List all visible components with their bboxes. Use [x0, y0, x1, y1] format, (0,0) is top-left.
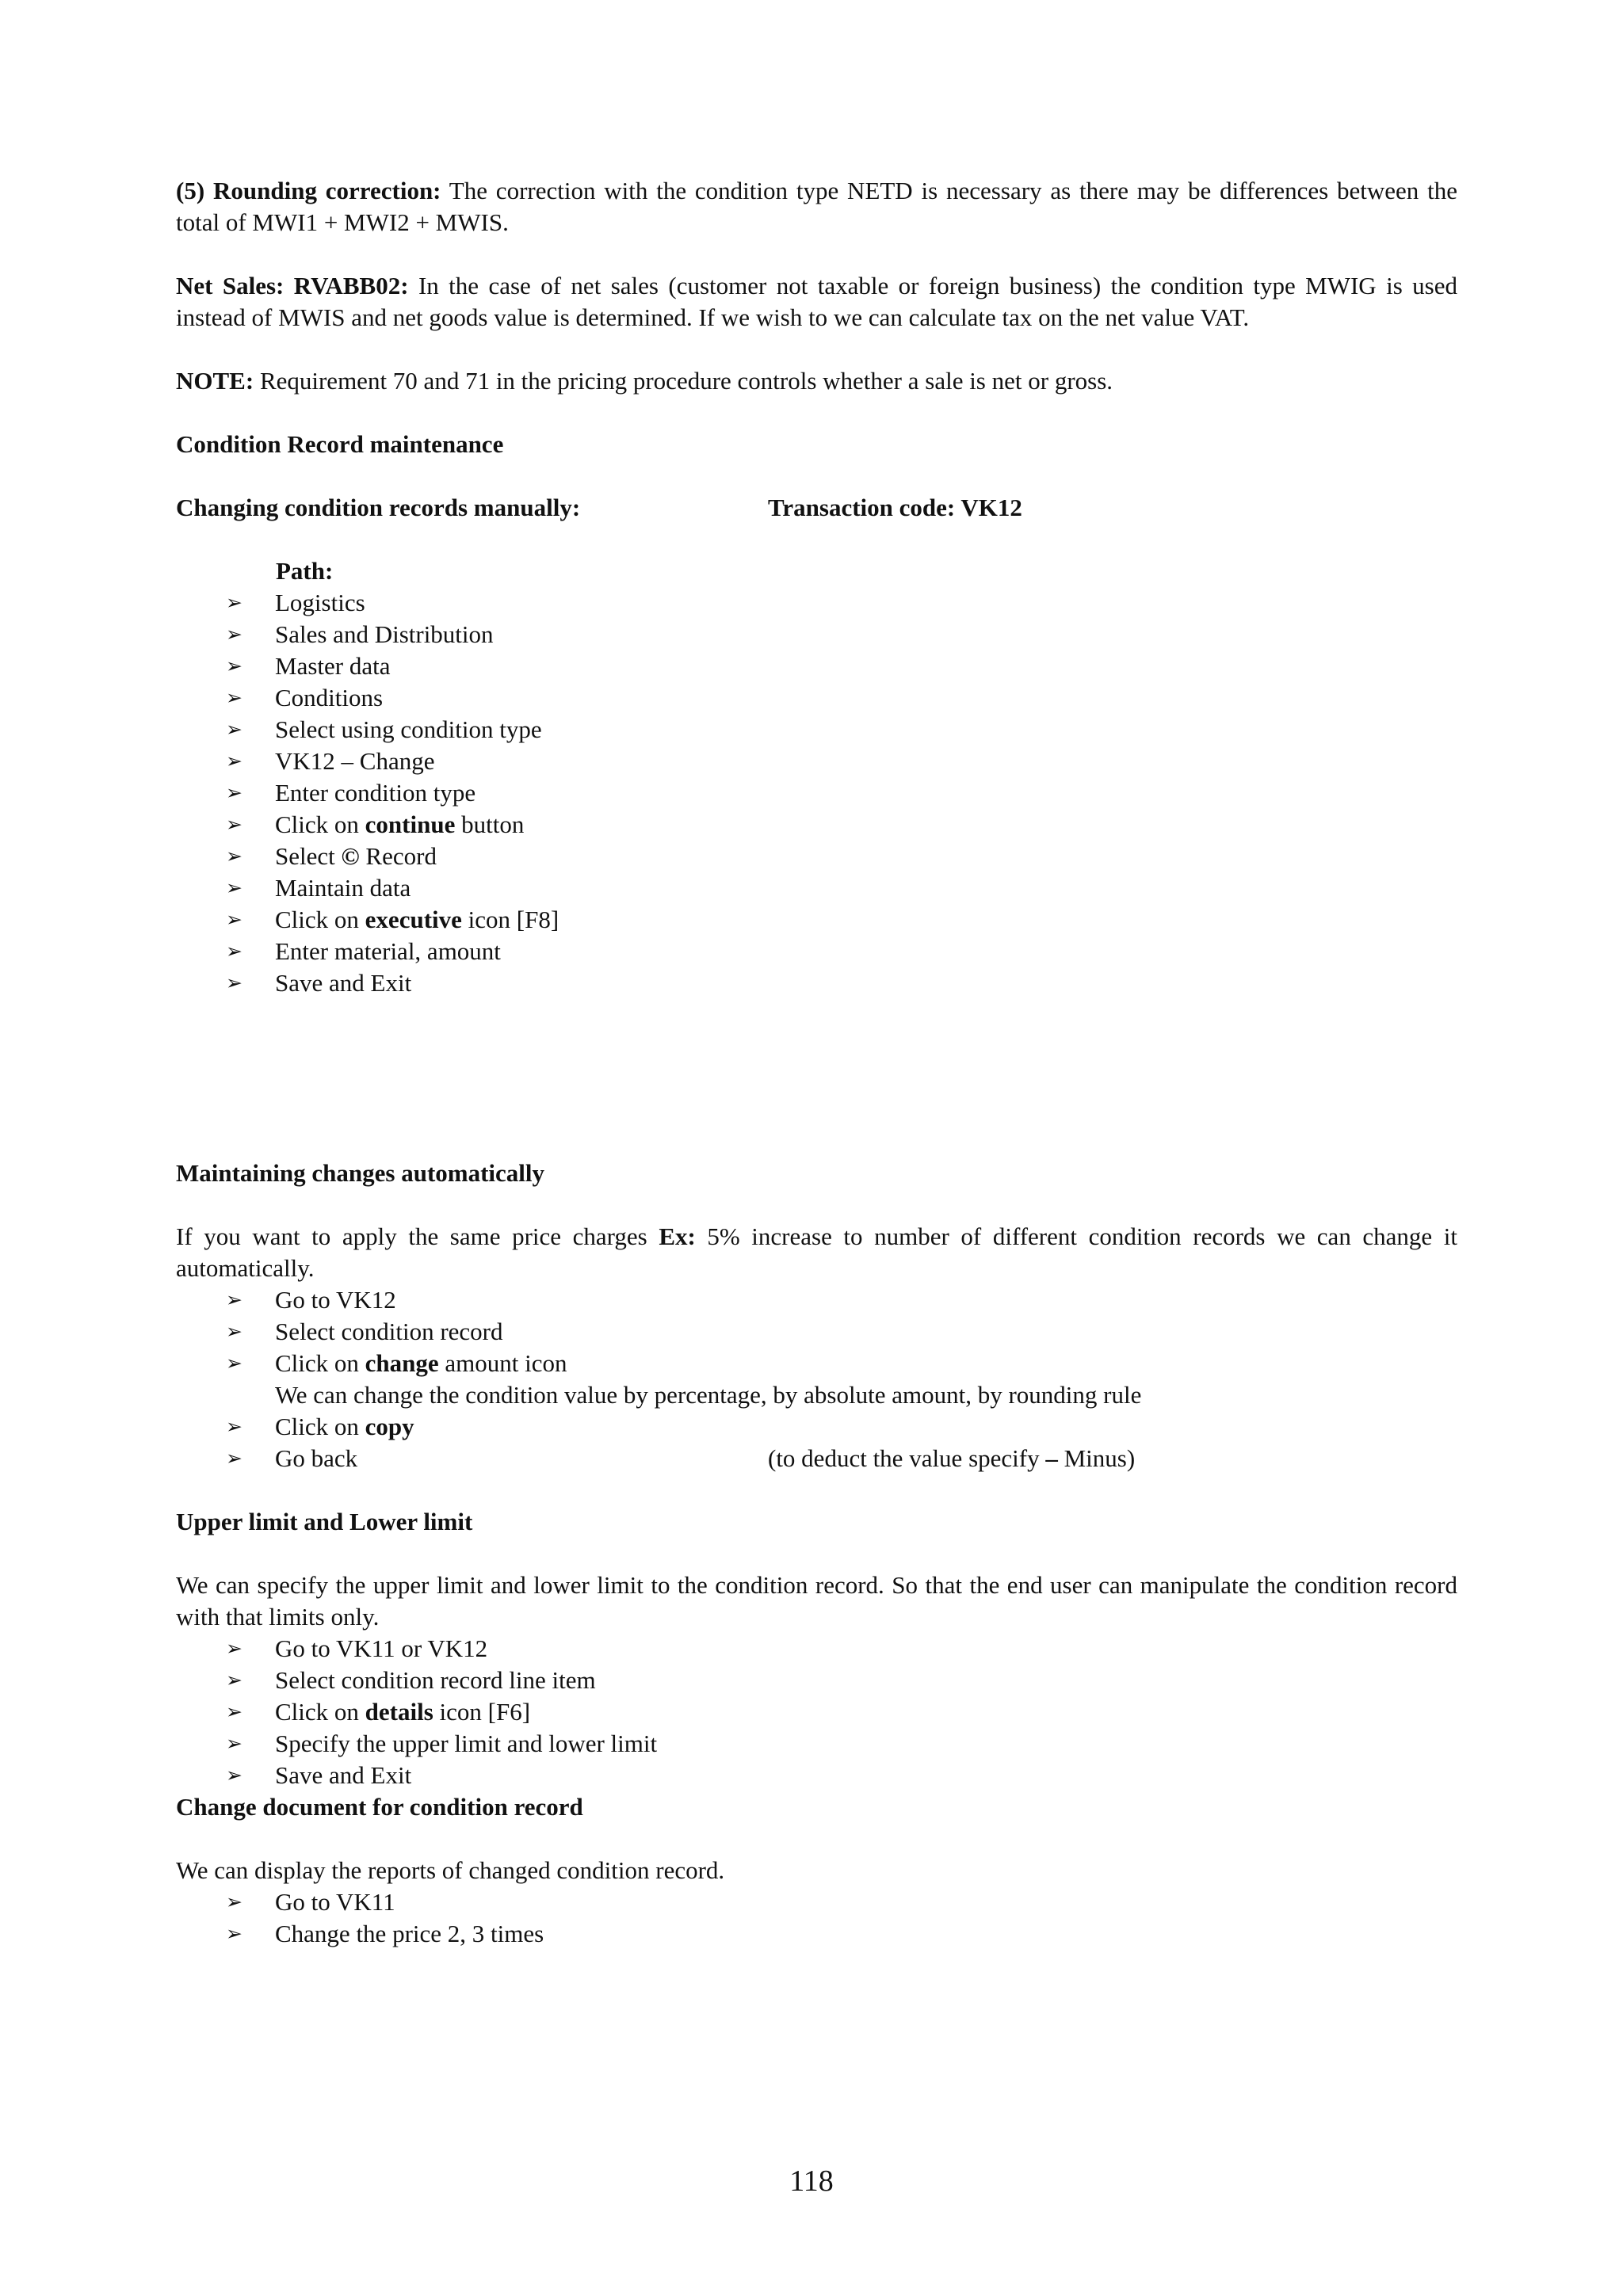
changing-manually-row — [176, 492, 1457, 524]
list-item: ➢ Select © Record — [226, 841, 1457, 872]
list-note: We can change the condition value by percentage, by absolute amount, by rounding rule — [275, 1381, 1142, 1409]
arrow-bullet-icon: ➢ — [226, 1700, 242, 1723]
list-item: ➢ Maintain data — [226, 872, 1457, 904]
list-item: ➢ Specify the upper limit and lower limit — [226, 1728, 1457, 1760]
list-item: ➢ Go to VK12 — [226, 1284, 1457, 1316]
changedoc-list — [176, 1886, 1457, 1950]
list-item: ➢ VK12 – Change — [226, 746, 1457, 777]
transaction-code-label: Transaction code: VK12 — [768, 494, 1022, 521]
arrow-bullet-icon: ➢ — [226, 1352, 242, 1375]
changing-manually-label: Changing condition records manually: — [176, 494, 581, 521]
limits-list — [176, 1633, 1457, 1791]
netsales-label: Net Sales: RVABB02: — [176, 272, 409, 299]
page-number: 118 — [789, 2164, 834, 2198]
arrow-bullet-icon: ➢ — [226, 971, 242, 994]
list-item: ➢ Click on copy — [226, 1411, 1457, 1443]
arrow-bullet-icon: ➢ — [226, 686, 242, 709]
list-item: ➢ Go to VK11 or VK12 — [226, 1633, 1457, 1665]
arrow-bullet-icon: ➢ — [226, 813, 242, 836]
rounding-paragraph — [176, 175, 1457, 238]
arrow-bullet-icon: ➢ — [226, 718, 242, 741]
rounding-text: The correction with the condition type NETD is necessary as there may be differences between the total of MWI1 + MWI2 + MWIS. — [176, 177, 1457, 236]
list-item: ➢ Select condition record — [226, 1316, 1457, 1348]
list-item: ➢ Click on executive icon [F8] — [226, 904, 1457, 936]
arrow-bullet-icon: ➢ — [226, 1320, 242, 1343]
list-item: ➢ Go to VK11 — [226, 1886, 1457, 1918]
changedoc-paragraph: We can display the reports of changed condition record. — [176, 1856, 725, 1884]
note-label: NOTE: — [176, 367, 254, 395]
arrow-bullet-icon: ➢ — [226, 591, 242, 614]
list-item: ➢ Change the price 2, 3 times — [226, 1918, 1457, 1950]
list-item: ➢ Click on details icon [F6] — [226, 1696, 1457, 1728]
path-list — [176, 587, 1457, 999]
list-item: ➢ Click on continue button — [226, 809, 1457, 841]
arrow-bullet-icon: ➢ — [226, 1732, 242, 1755]
heading-change-document: Change document for condition record — [176, 1793, 583, 1821]
arrow-bullet-icon: ➢ — [226, 1764, 242, 1787]
netsales-paragraph — [176, 270, 1457, 334]
document-page — [176, 175, 1457, 1950]
list-item: ➢ Sales and Distribution — [226, 619, 1457, 650]
list-item: ➢ Enter condition type — [226, 777, 1457, 809]
list-item: ➢ Conditions — [226, 682, 1457, 714]
arrow-bullet-icon: ➢ — [226, 654, 242, 677]
heading-upper-lower-limit: Upper limit and Lower limit — [176, 1508, 473, 1535]
arrow-bullet-icon: ➢ — [226, 1890, 242, 1913]
note-paragraph — [176, 365, 1457, 397]
arrow-bullet-icon: ➢ — [226, 749, 242, 772]
netsales-text: In the case of net sales (customer not taxable or foreign business) the condition type MWIG is used instead of MWIS and net goods value is determined. If we wish to we can calculate tax on the net value VAT. — [176, 272, 1457, 331]
arrow-bullet-icon: ➢ — [226, 876, 242, 899]
list-item: ➢ Save and Exit — [226, 1760, 1457, 1791]
path-label: Path: — [276, 557, 334, 585]
arrow-bullet-icon: ➢ — [226, 940, 242, 963]
list-item: ➢ Enter material, amount — [226, 936, 1457, 967]
list-item: ➢ Select using condition type — [226, 714, 1457, 746]
arrow-bullet-icon: ➢ — [226, 845, 242, 868]
arrow-bullet-icon: ➢ — [226, 1637, 242, 1660]
minus-hint: (to deduct the value specify – Minus) — [768, 1444, 1136, 1472]
heading-condition-record-maintenance: Condition Record maintenance — [176, 430, 504, 458]
list-item: ➢ Go back (to deduct the value specify – Minus) — [226, 1443, 1457, 1474]
arrow-bullet-icon: ➢ — [226, 781, 242, 804]
arrow-bullet-icon: ➢ — [226, 1922, 242, 1945]
arrow-bullet-icon: ➢ — [226, 1669, 242, 1691]
list-item: ➢ Select condition record line item — [226, 1665, 1457, 1696]
list-item: ➢ Logistics — [226, 587, 1457, 619]
arrow-bullet-icon: ➢ — [226, 908, 242, 931]
list-item: ➢ Save and Exit — [226, 967, 1457, 999]
heading-maintaining-automatically: Maintaining changes automatically — [176, 1159, 545, 1187]
note-text: Requirement 70 and 71 in the pricing procedure controls whether a sale is net or gross. — [254, 367, 1113, 395]
rounding-label: (5) Rounding correction: — [176, 177, 441, 204]
limits-paragraph: We can specify the upper limit and lower limit to the condition record. So that the end user can manipulate the condition record with that limits only. — [176, 1571, 1457, 1630]
list-item: ➢ Click on change amount icon — [226, 1348, 1457, 1379]
arrow-bullet-icon: ➢ — [226, 1447, 242, 1470]
arrow-bullet-icon: ➢ — [226, 1415, 242, 1438]
auto-paragraph: If you want to apply the same price charges Ex: 5% increase to number of different condition records we can change it automatically. — [176, 1222, 1457, 1282]
arrow-bullet-icon: ➢ — [226, 623, 242, 646]
arrow-bullet-icon: ➢ — [226, 1288, 242, 1311]
auto-list — [176, 1284, 1457, 1474]
list-item: ➢ Master data — [226, 650, 1457, 682]
